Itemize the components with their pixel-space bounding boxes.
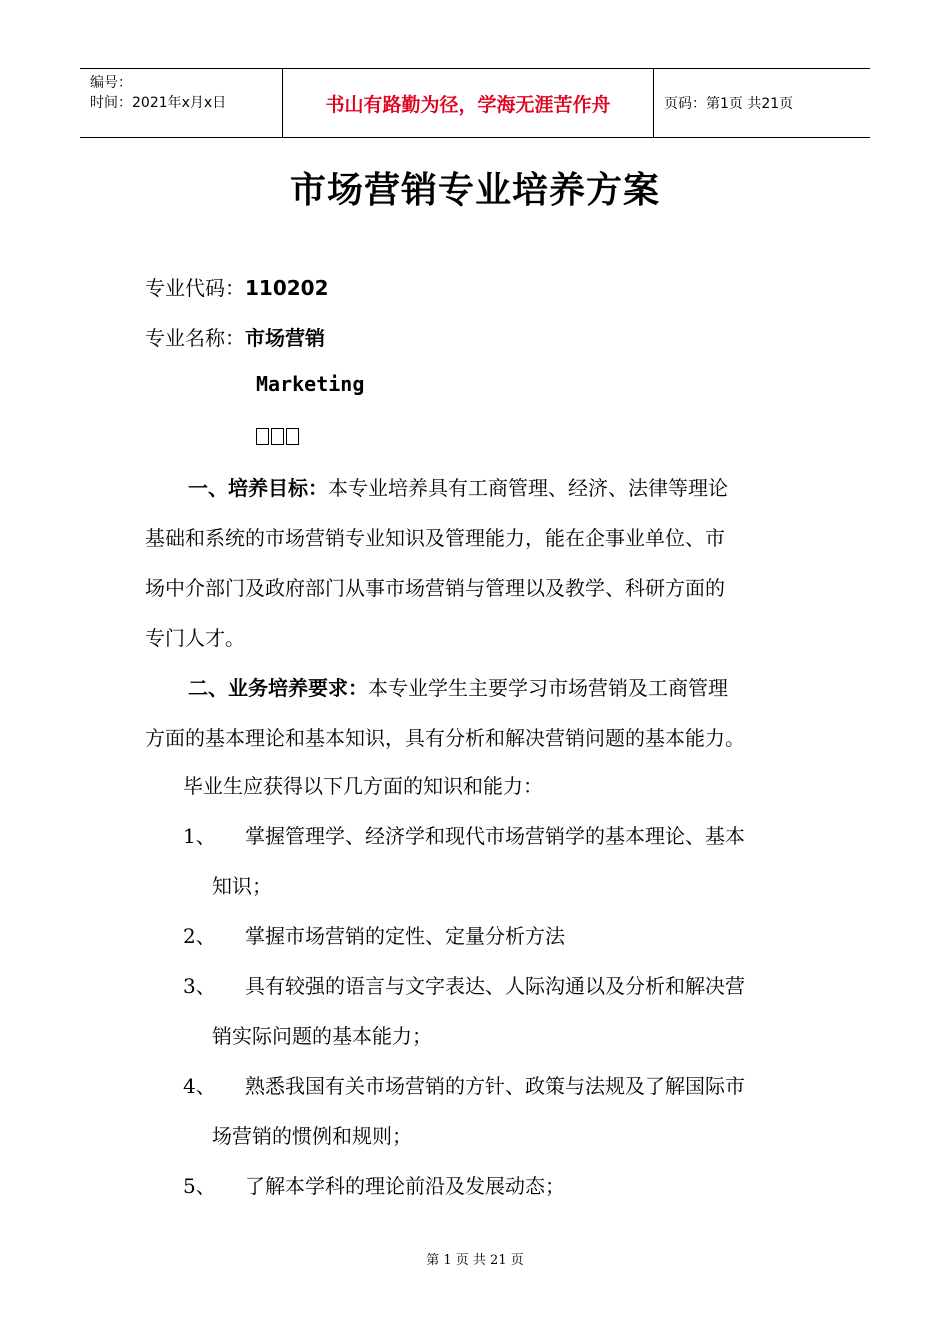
section2-intro: 毕业生应获得以下几方面的知识和能力： bbox=[183, 774, 543, 798]
major-code-line bbox=[145, 272, 329, 301]
time-label: 时间：2021年x月x日 bbox=[90, 95, 227, 111]
header-motto-cell bbox=[282, 69, 654, 137]
list-item-continuation: 知识； bbox=[212, 874, 272, 898]
list-item-continuation: 场营销的惯例和规则； bbox=[212, 1124, 412, 1148]
section1-line-0: 本专业培养具有工商管理、经济、法律等理论 bbox=[328, 476, 728, 500]
page-footer: 第 1 页 共 21 页 bbox=[426, 1253, 524, 1268]
list-item-number: 3、 bbox=[183, 974, 216, 998]
list-item-text: 熟悉我国有关市场营销的方针、政策与法规及了解国际市 bbox=[245, 1074, 745, 1098]
list-item-number: 4、 bbox=[183, 1074, 216, 1098]
section1-line-2: 场中介部门及政府部门从事市场营销与管理以及教学、科研方面的 bbox=[145, 576, 725, 600]
major-name-label: 专业名称： bbox=[145, 326, 245, 350]
list-item-text: 具有较强的语言与文字表达、人际沟通以及分析和解决营 bbox=[245, 974, 745, 998]
list-item-number: 5、 bbox=[183, 1174, 216, 1198]
major-english-name: Marketing bbox=[256, 372, 365, 396]
header-motto: 书山有路勤为径，学海无涯苦作舟 bbox=[325, 93, 611, 116]
list-item-number: 1、 bbox=[183, 824, 216, 848]
list-item-text: 掌握市场营销的定性、定量分析方法 bbox=[245, 924, 565, 948]
list-item-text: 掌握管理学、经济学和现代市场营销学的基本理论、基本 bbox=[245, 824, 745, 848]
major-code-label: 专业代码： bbox=[145, 276, 245, 300]
section2-first-line bbox=[188, 672, 728, 701]
header-page-info: 页码：第1页 共21页 bbox=[664, 96, 794, 112]
section1-heading: 一、培养目标： bbox=[188, 476, 328, 500]
list-item-number: 2、 bbox=[183, 924, 216, 948]
section1-line-1: 基础和系统的市场营销专业知识及管理能力，能在企事业单位、市 bbox=[145, 526, 725, 550]
document-title: 市场营销专业培养方案 bbox=[289, 170, 660, 211]
list-item-text: 了解本学科的理论前沿及发展动态； bbox=[245, 1174, 565, 1198]
number-label: 编号： bbox=[90, 75, 132, 91]
section2-line-0: 本专业学生主要学习市场营销及工商管理 bbox=[368, 676, 728, 700]
section2-line-1: 方面的基本理论和基本知识，具有分析和解决营销问题的基本能力。 bbox=[145, 726, 745, 750]
major-name-line bbox=[145, 322, 325, 351]
major-name: 市场营销 bbox=[245, 326, 325, 350]
section2-heading: 二、业务培养要求： bbox=[188, 676, 368, 700]
missing-glyph-boxes bbox=[256, 424, 301, 448]
document-header bbox=[80, 68, 870, 138]
major-code: 110202 bbox=[245, 276, 329, 300]
header-meta bbox=[80, 69, 282, 137]
section1-first-line bbox=[188, 472, 728, 501]
section1-line-3: 专门人才。 bbox=[145, 626, 245, 650]
list-item-continuation: 销实际问题的基本能力； bbox=[212, 1024, 432, 1048]
